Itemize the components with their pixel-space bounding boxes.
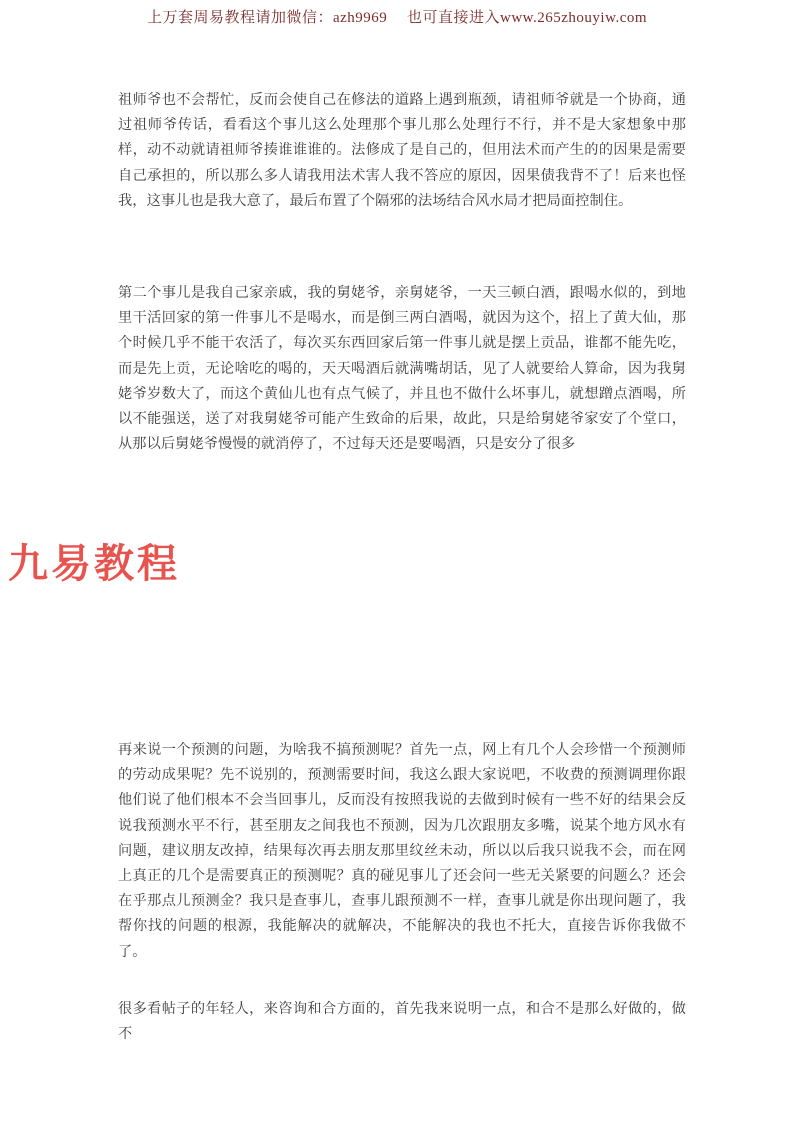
paragraph-about-patriarch-master: 祖师爷也不会帮忙，反而会使自己在修法的道路上遇到瓶颈，请祖师爷就是一个协商，通过祖师爷传话，看看这个事儿这么处理那个事儿那么处理行不行，并不是大家想象中那样，动不动就请祖师爷揍谁谁谁的。法修成了是自己的，但用法术而产生的的因果是需要自己承担的，所以那么多人请我用法术害人我不答应的原因，因果债我背不了！后来也怪我，这事儿也是我大意了，最后布置了个隔邪的法场结合风水局才把局面控制住。 [118, 92, 686, 209]
promo-header-text: 上万套周易教程请加微信：azh9969 也可直接进入www.265zhouyiw.com [146, 10, 648, 26]
brand-watermark: 九易教程 [8, 542, 180, 586]
paragraph-about-young-readers: 很多看帖子的年轻人，来咨询和合方面的，首先我来说明一点，和合不是那么好做的，做不 [118, 1001, 686, 1043]
paragraph-about-granduncle-story: 第二个事儿是我自己家亲戚，我的舅姥爷，亲舅姥爷，一天三顿白酒，跟喝水似的，到地里干活回家的第一件事儿不是喝水，而是倒三两白酒喝，就因为这个，招上了黄大仙，那个时候几乎不能干农活了，每次买东西回家后第一件事儿就是摆上贡品，谁都不能先吃，而是先上贡，无论啥吃的喝的，天天喝酒后就满嘴胡话，见了人就要给人算命，因为我舅姥爷岁数大了，而这个黄仙儿也有点气候了，并且也不做什么坏事儿，就想蹭点酒喝，所以不能强送，送了对我舅姥爷可能产生致命的后果，故此，只是给舅姥爷家安了个堂口，从那以后舅姥爷慢慢的就消停了，不过每天还是要喝酒，只是安分了很多 [118, 285, 686, 453]
paragraph-about-prediction: 再来说一个预测的问题，为啥我不搞预测呢？首先一点，网上有几个人会珍惜一个预测师的劳动成果呢？先不说别的，预测需要时间，我这么跟大家说吧，不收费的预测调理你跟他们说了他们根本不会当回事儿，反而没有按照我说的去做到时候有一些不好的结果会反说我预测水平不行，甚至朋友之间我也不预测，因为几次跟朋友多嘴，说某个地方风水有问题，建议朋友改掉，结果每次再去朋友那里纹丝未动，所以以后我只说我不会，而在网上真正的几个是需要真正的预测呢？真的碰见事儿了还会问一些无关紧要的问题么？还会在乎那点儿预测金？我只是查事儿，查事儿跟预测不一样，查事儿就是你出现问题了，我帮你找的问题的根源，我能解决的就解决，不能解决的我也不托大，直接告诉你我做不了。 [118, 742, 686, 960]
